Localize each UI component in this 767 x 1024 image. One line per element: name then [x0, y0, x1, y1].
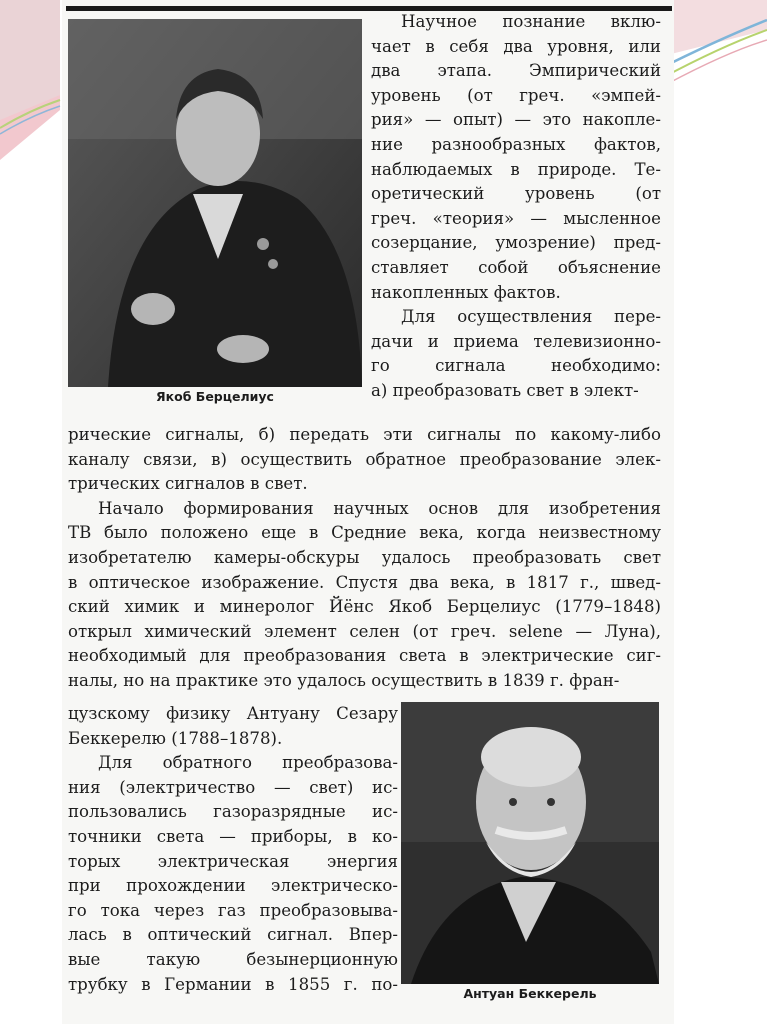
- portrait-berzelius-image: [68, 19, 362, 387]
- text-line: а) преобразовать свет в элект-: [371, 380, 639, 400]
- text-line: го сигнала необходимо:: [371, 356, 661, 376]
- text-line: ТВ было положено еще в Средние века, когда неизвестному: [68, 523, 661, 543]
- text-line: изобретателю камеры-обскуры удалось преобразовать свет: [68, 547, 661, 567]
- text-line: пользовались газоразрядные ис-: [68, 802, 398, 822]
- text-line: ния (электричество — свет) ис-: [68, 777, 398, 797]
- text-line: необходимый для преобразования света в электрические сиг-: [68, 646, 661, 666]
- text-line: рия» — опыт) — это накопле-: [371, 110, 661, 130]
- caption-berzelius: Якоб Берцелиус: [156, 389, 274, 404]
- text-line: каналу связи, в) осуществить обратное преобразование элек-: [68, 449, 661, 469]
- text-line: вые такую безынерционную: [68, 949, 398, 969]
- caption-becquerel: Антуан Беккерель: [463, 986, 597, 1001]
- text-line: при прохождении электрическо-: [68, 876, 398, 896]
- text-line: Для осуществления пере-: [401, 307, 661, 327]
- text-line: уровень (от греч. «эмпей-: [371, 85, 661, 105]
- text-line: точники света — приборы, в ко-: [68, 826, 398, 846]
- text-line: открыл химический элемент селен (от греч. selene — Луна),: [68, 621, 661, 641]
- text-line: Беккерелю (1788–1878).: [68, 728, 283, 748]
- text-line: дачи и приема телевизионно-: [371, 331, 661, 351]
- text-line: ский химик и минеролог Йёнс Якоб Берцелиус (1779–1848): [68, 597, 661, 617]
- text-line: в оптическое изображение. Спустя два века, в 1817 г., швед-: [68, 572, 661, 592]
- text-line: греч. «теория» — мысленное: [371, 208, 661, 228]
- portrait-berzelius: [68, 19, 362, 387]
- text-line: оретический уровень (от: [371, 184, 661, 204]
- text-line: Научное познание вклю-: [401, 12, 661, 31]
- text-line: созерцание, умозрение) пред-: [371, 233, 661, 253]
- text-line: наблюдаемых в природе. Те-: [371, 159, 661, 179]
- text-line: налы, но на практике это удалось осуществить в 1839 г. фран-: [68, 670, 620, 690]
- text-line: два этапа. Эмпирический: [371, 61, 661, 81]
- text-line: торых электрическая энергия: [68, 851, 398, 871]
- text-line: Начало формирования научных основ для изобретения: [98, 498, 661, 518]
- slide-decoration-left: [0, 0, 70, 180]
- paragraph-column-bottom: [68, 702, 398, 997]
- text-line: чает в себя два уровня, или: [371, 36, 661, 56]
- text-line: накопленных фактов.: [371, 282, 561, 302]
- portrait-becquerel-image: [401, 702, 659, 984]
- paragraph-column-top: [371, 10, 661, 404]
- portrait-becquerel: [401, 702, 659, 984]
- text-line: трических сигналов в свет.: [68, 474, 308, 494]
- text-line: ние разнообразных фактов,: [371, 134, 661, 154]
- text-line: Для обратного преобразова-: [98, 753, 398, 773]
- text-line: го тока через газ преобразовыва-: [68, 900, 398, 920]
- text-line: ставляет собой объяснение: [371, 257, 661, 277]
- paragraph-full-width: [68, 423, 661, 694]
- text-line: лась в оптический сигнал. Впер-: [68, 925, 398, 945]
- text-line: цузскому физику Антуану Сезару: [68, 704, 398, 723]
- text-line: рические сигналы, б) передать эти сигналы по какому-либо: [68, 425, 661, 444]
- text-line: трубку в Германии в 1855 г. по-: [68, 974, 398, 994]
